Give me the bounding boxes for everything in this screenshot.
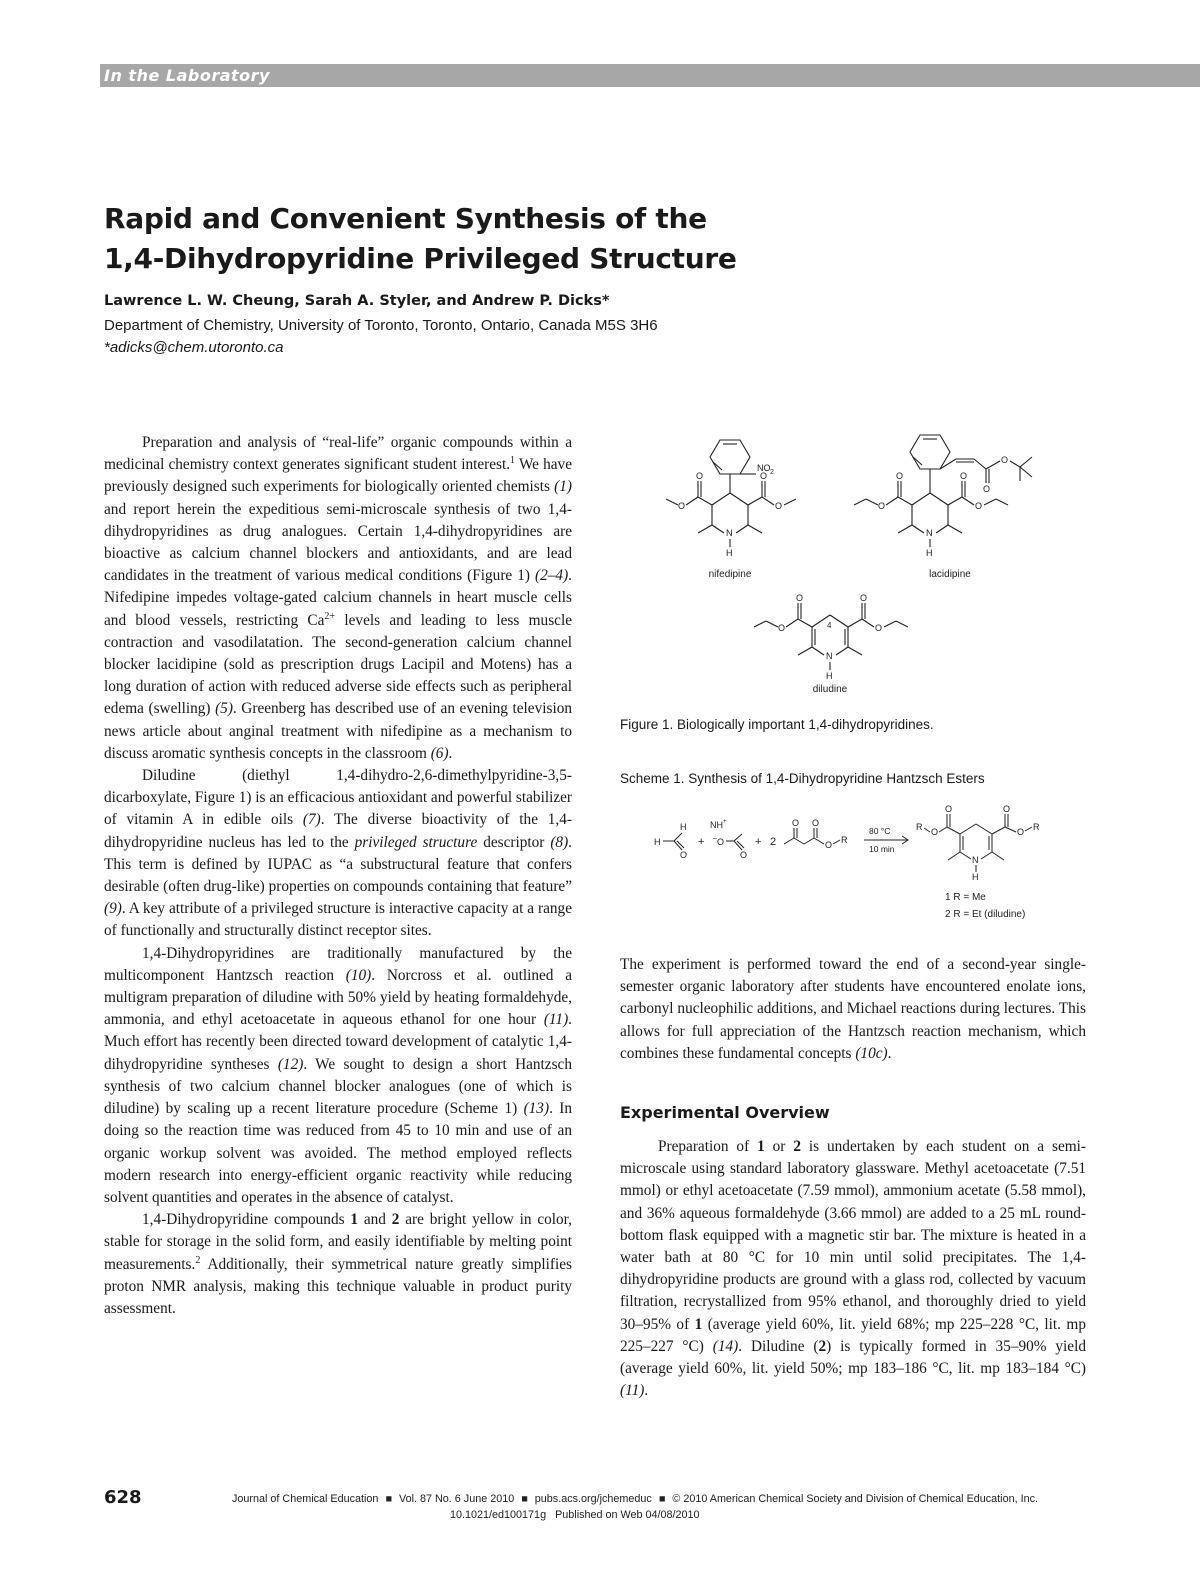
section-heading-experimental-overview: Experimental Overview — [620, 1103, 830, 1122]
footer-journal-info — [232, 1492, 1038, 1507]
footer-url[interactable]: pubs.acs.org/jchemeduc — [534, 1493, 652, 1505]
bullet-separator: ■ — [385, 1493, 392, 1505]
atom-label: N — [972, 855, 979, 865]
text-run: (average yield 60%, lit. yield 68%; mp 225–228 °C, lit. mp 225–227 °C) — [620, 1315, 1086, 1355]
structure-label-diludine: diludine — [812, 684, 848, 695]
footer-journal-name: Journal of Chemical Education — [232, 1493, 379, 1505]
text-run: Preparation of — [658, 1138, 758, 1155]
bullet-separator: ■ — [521, 1493, 528, 1505]
citation-ref: (1) — [554, 478, 572, 496]
atom-label: H — [926, 548, 933, 558]
figure-1-caption: Figure 1. Biologically important 1,4-dihydropyridines. — [620, 717, 934, 732]
atom-label: O — [960, 471, 968, 481]
scheme-1-caption: Scheme 1. Synthesis of 1,4-Dihydropyridine Hantzsch Esters — [620, 771, 985, 786]
text-run: Additionally, their symmetrical nature greatly simplifies proton NMR analysis, making this technique valuable in product purity assessment. — [104, 1255, 572, 1317]
compound-number: 1 — [694, 1315, 703, 1333]
atom-label: O — [860, 593, 868, 603]
atom-label: N — [926, 528, 933, 538]
citation-ref: (8) — [550, 833, 569, 851]
atom-label: O — [717, 837, 725, 847]
atom-label: O — [678, 501, 686, 511]
atom-label: O — [760, 471, 768, 481]
text-run: The experiment is performed toward the end of a second-year single-semester organic laboratory after students have encountered enolate ions, carbonyl nucleophilic additions, and Michael reactions during lectures. This allows for full appreciation of the Hantzsch reaction mechanism, which combines these fundamental concepts — [620, 956, 1086, 1062]
atom-label: 4 — [827, 621, 832, 630]
atom-label: O — [825, 840, 833, 850]
citation-ref: (2–4) — [535, 567, 569, 585]
article-title-line-2: 1,4-Dihydropyridine Privileged Structure — [104, 242, 737, 275]
text-run: and report herein the expeditious semi-microscale synthesis of two 1,4-dihydropyridines as drug analogues. Certain 1,4-dihydropyridines are bioactive as calcium channel blockers and antioxidants, and are lead candidates in the treatment of various medical conditions (Figure 1) — [104, 500, 572, 585]
citation-ref: (10) — [345, 966, 372, 984]
structure-label-nifedipine: nifedipine — [708, 569, 752, 580]
text-run: . Much effort has recently been directed toward development of catalytic 1,4-dihydropyridine syntheses — [104, 1011, 572, 1073]
scheme-1-reaction — [620, 800, 1090, 930]
atom-label: R — [841, 835, 848, 845]
reaction-condition-time: 10 min — [869, 844, 895, 854]
atom-label: H — [726, 548, 733, 558]
citation-ref: (6) — [430, 744, 449, 762]
atom-label: O — [812, 818, 820, 828]
paragraph-intro — [104, 432, 572, 765]
text-run: . — [448, 744, 453, 762]
atom-label: O — [878, 501, 886, 511]
paragraph-experimental — [620, 1136, 1086, 1402]
text-run: We have previously designed such experiments for biologically oriented chemists — [104, 456, 572, 496]
left-column-body — [104, 432, 572, 1320]
structure-label-lacidipine: lacidipine — [929, 569, 971, 580]
paragraph-hantzsch — [104, 943, 572, 1209]
atom-label: – — [713, 835, 717, 842]
footnote-marker: 2 — [195, 1254, 201, 1266]
text-run: 1,4-Dihydropyridines are traditionally manufactured by the multicomponent Hantzsch reaction — [104, 944, 572, 984]
atom-label: O — [975, 501, 983, 511]
page-number: 628 — [104, 1487, 142, 1508]
lacidipine-structure — [854, 435, 1032, 580]
atom-label: O — [1001, 455, 1009, 465]
paragraph-diludine — [104, 765, 572, 943]
atom-label: O — [680, 850, 688, 860]
atom-label: O — [792, 818, 800, 828]
affiliation: Department of Chemistry, University of Toronto, Toronto, Ontario, Canada M5S 3H6 — [104, 317, 658, 334]
atom-label: R — [1033, 822, 1040, 832]
compound-number: 2 — [818, 1337, 827, 1355]
text-run: is undertaken by each student on a semi-microscale using standard laboratory glassware. Methyl acetoacetate (7.51 mmol) or ethyl acetoacetate (7.59 mmol), ammonium acetate (5.58 mmol), and 36% aqueous formaldehyde (3.66 mmol) are added to a 25 mL round-bottom flask equipped with a magnetic stir bar. The mixture is heated in a water bath at 80 °C for 10 min until solid precipitates. The 1,4-dihydropyridine products are ground with a glass rod, collected by vacuum filtration, recrystallized from 95% ethanol, and thoroughly dried to yield 30–95% of — [620, 1138, 1086, 1333]
compound-number: 1 — [350, 1211, 359, 1229]
citation-ref: (12) — [277, 1055, 304, 1073]
atom-label: O — [875, 623, 883, 633]
article-title — [104, 199, 904, 279]
atom-label: O — [778, 623, 786, 633]
atom-label: O — [796, 593, 804, 603]
citation-ref: (11) — [620, 1382, 645, 1400]
citation-ref: (11) — [543, 1011, 569, 1029]
plus-sign: + — [698, 836, 705, 848]
article-title-line-1: Rapid and Convenient Synthesis of the — [104, 202, 707, 235]
text-run: . A key attribute of a privileged structure is interactive capacity at a range of functionally and structurally distinct receptor sites. — [104, 900, 572, 940]
text-run: descriptor — [477, 833, 551, 851]
nifedipine-structure — [666, 440, 796, 580]
compound-number: 2 — [391, 1211, 400, 1229]
text-run: . This term is defined by IUPAC as “a substructural feature that confers desirable (often drug-like) properties on compounds containing that feature” — [104, 833, 572, 896]
atom-label: + — [723, 819, 727, 825]
text-run: and — [358, 1211, 392, 1229]
reaction-condition-temperature: 80 °C — [869, 826, 891, 836]
text-run: . Nifedipine impedes voltage-gated calcium channels in heart muscle cells and blood vessels, restricting Ca — [104, 567, 572, 629]
text-run: . In doing so the reaction time was reduced from 45 to 10 min and use of an organic workup solvent was avoided. The method employed reflects modern research into energy-efficient organic reactivity while reducing solvent quantities and operates in the absence of catalyst. — [104, 1100, 572, 1206]
footer-copyright: © 2010 American Chemical Society and Division of Chemical Education, Inc. — [672, 1493, 1038, 1505]
atom-label: NO — [757, 463, 771, 473]
text-run: 1,4-Dihydropyridine compounds — [142, 1211, 351, 1229]
atom-label: O — [945, 804, 953, 814]
stoich-coefficient: 2 — [770, 836, 777, 848]
text-run: . — [887, 1044, 892, 1062]
product-label-1: 1 R = Me — [945, 892, 986, 903]
section-header-label: In the Laboratory — [104, 66, 270, 85]
atom-label: O — [775, 501, 783, 511]
atom-label: H — [972, 872, 979, 882]
right-column-intro — [620, 954, 1086, 1065]
atom-label: O — [740, 850, 748, 860]
footer-published-date: Published on Web 04/08/2010 — [555, 1509, 700, 1521]
footer-doi[interactable]: 10.1021/ed100171g — [450, 1509, 547, 1521]
atom-label: O — [1003, 804, 1011, 814]
citation-ref: (14) — [712, 1337, 739, 1355]
atom-label: O — [696, 471, 704, 481]
citation-ref: (10c) — [855, 1044, 888, 1062]
text-run: levels and leading to less muscle contraction and vasodilatation. The second-generation calcium channel blocker lacidipine (sold as prescription drugs Lacipil and Motens) has a long duration of action with reduced adverse side effects such as peripheral edema (swelling) — [104, 611, 572, 718]
text-run: . Greenberg has described use of an evening television news article about anginal treatment with nifedipine as a mechanism to discuss aromatic synthesis concepts in the classroom — [104, 700, 572, 762]
text-run: . Norcross et al. outlined a multigram preparation of diludine with 50% yield by heating formaldehyde, ammonia, and ethyl acetoacetate in aqueous ethanol for one hour — [104, 966, 573, 1029]
citation-ref: (9) — [104, 900, 122, 918]
author-email: *adicks@chem.utoronto.ca — [104, 339, 284, 356]
citation-ref: (13) — [523, 1100, 550, 1118]
citation-ref: (7) — [302, 811, 321, 829]
text-run: Diludine (diethyl 1,4-dihydro-2,6-dimethylpyridine-3,5-dicarboxylate, Figure 1) is an efficacious antioxidant and powerful stabilizer of vitamin A in edible oils — [104, 767, 572, 829]
diludine-structure — [754, 593, 908, 695]
compound-number: 1 — [757, 1138, 765, 1155]
atom-label: N — [726, 528, 733, 538]
text-run: . We sought to design a short Hantzsch synthesis of two calcium channel blocker analogues (one of which is diludine) by scaling up a recent literature procedure (Scheme 1) — [104, 1055, 572, 1118]
bullet-separator: ■ — [658, 1493, 666, 1505]
product-label-2: 2 R = Et (diludine) — [945, 909, 1026, 920]
atom-label: H — [654, 837, 661, 847]
atom-label: H — [826, 671, 833, 681]
right-column-experimental — [620, 1136, 1086, 1402]
footnote-marker: 1 — [510, 455, 516, 467]
atom-label: O — [896, 471, 904, 481]
text-run: are bright yellow in color, stable for storage in the solid form, and easily identifiable by melting point measurements. — [104, 1211, 572, 1273]
atom-label: O — [1017, 827, 1025, 837]
atom-label: R — [916, 822, 923, 832]
plus-sign: + — [755, 836, 762, 848]
emphasis-term: privileged structure — [354, 833, 478, 851]
text-run: . Diludine ( — [738, 1337, 819, 1355]
text-run: . The diverse bioactivity of the 1,4-dihydropyridine nucleus has led to the — [104, 811, 572, 851]
compound-number: 2 — [793, 1138, 801, 1155]
footer-doi-line — [450, 1508, 700, 1523]
atom-label: H — [680, 822, 687, 832]
atom-label: O — [931, 827, 939, 837]
atom-label: O — [983, 484, 991, 494]
atom-label: NH — [710, 820, 723, 830]
figure-1-structures — [620, 425, 1090, 705]
atom-label: N — [826, 651, 833, 661]
paragraph-properties — [104, 1209, 572, 1320]
citation-ref: (5) — [215, 700, 233, 718]
author-list: Lawrence L. W. Cheung, Sarah A. Styler, and Andrew P. Dicks* — [104, 293, 610, 309]
text-run: ) is typically formed in 35–90% yield (average yield 60%, lit. yield 50%; mp 183–186 °C, lit. mp 183–184 °C) — [620, 1337, 1086, 1378]
paragraph-experiment-context — [620, 954, 1086, 1065]
text-run: or — [764, 1138, 794, 1155]
text-run: Preparation and analysis of “real-life” organic compounds within a medicinal chemistry context generates significant student interest. — [104, 434, 572, 474]
superscript: 2+ — [324, 610, 336, 622]
footer-volume: Vol. 87 No. 6 June 2010 — [398, 1493, 515, 1505]
atom-label: 2 — [770, 469, 774, 476]
text-run: . — [644, 1382, 649, 1400]
